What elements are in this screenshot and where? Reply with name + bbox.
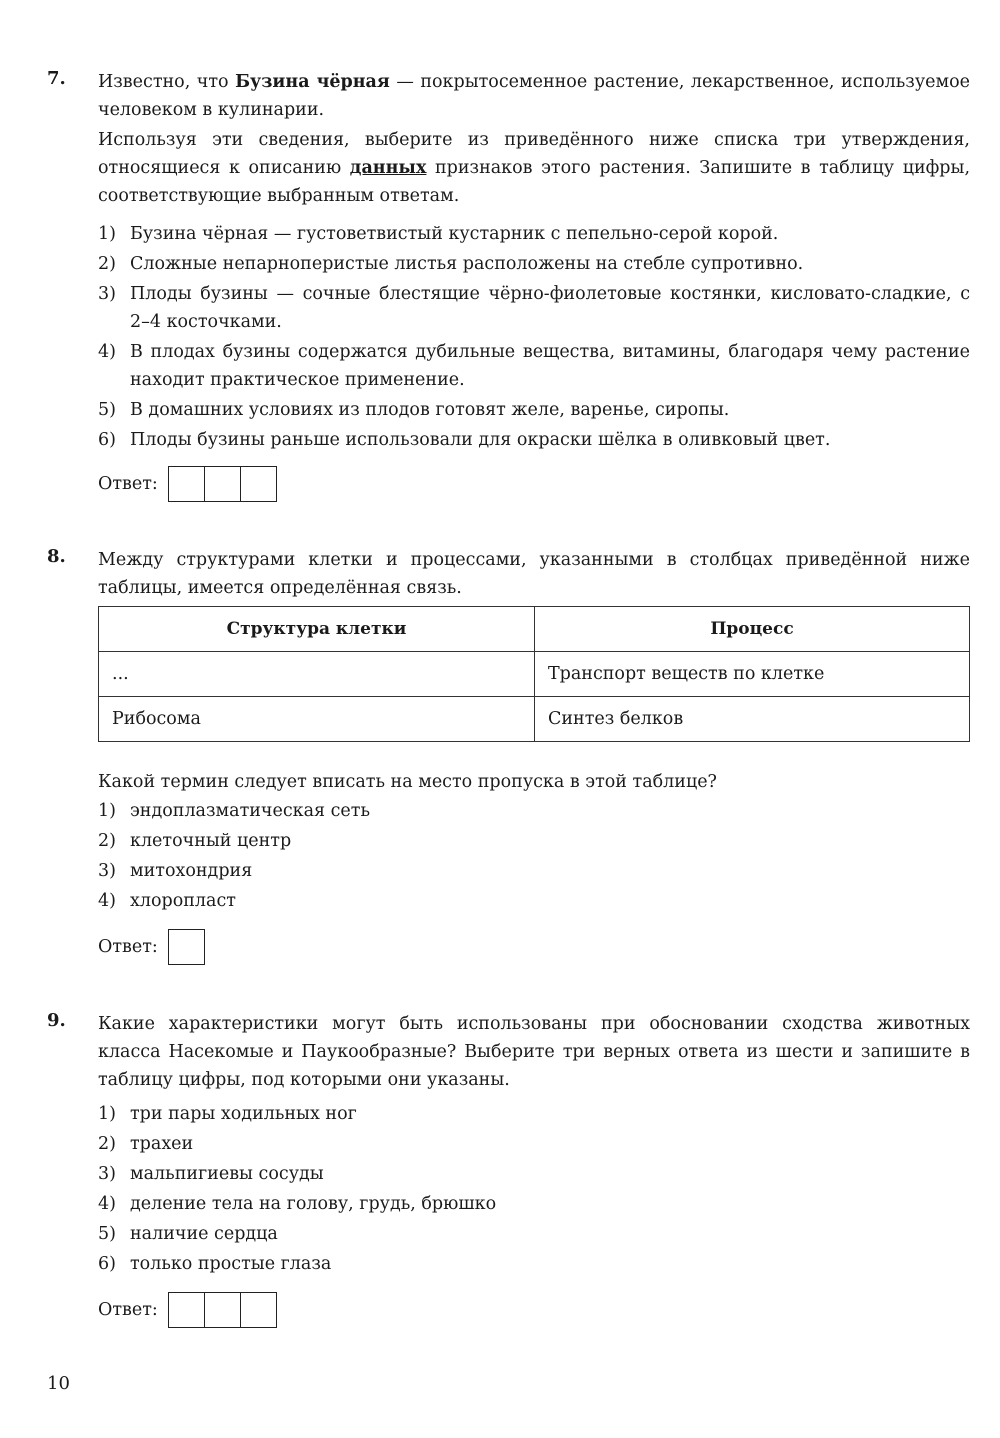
question-9-answer: [98, 1292, 277, 1328]
question-8-answer: [98, 929, 205, 965]
question-7-intro: Известно, что Бузина чёрная — покрытосеменное растение, лекарственное, используемое человеком в кулинарии.: [98, 72, 970, 120]
answer-cell[interactable]: [205, 1293, 241, 1327]
table-cell: Синтез белков: [535, 697, 970, 742]
option-item: 4) В плодах бузины содержатся дубильные вещества, витамины, благодаря чему растение находит практическое применение.: [98, 342, 970, 390]
answer-cell[interactable]: [241, 1293, 276, 1327]
option-item: 3) мальпигиевы сосуды: [98, 1164, 324, 1184]
table-cell: Транспорт веществ по клетке: [535, 652, 970, 697]
option-item: 3) Плоды бузины — сочные блестящие чёрно-фиолетовые костянки, кисловато-сладкие, с 2–4 косточками.: [98, 284, 970, 332]
option-item: 2) клеточный центр: [98, 831, 292, 851]
table-cell: Рибосома: [99, 697, 535, 742]
table-row: [99, 697, 970, 742]
table-header: Процесс: [535, 607, 970, 652]
answer-boxes: [168, 466, 277, 502]
cell-structure-table: [98, 606, 970, 742]
option-item: 1) Бузина чёрная — густоветвистый кустарник с пепельно-серой корой.: [98, 224, 779, 244]
answer-boxes: [168, 1292, 277, 1328]
question-7-options: [98, 220, 970, 456]
question-8-intro: Между структурами клетки и процессами, указанными в столбцах приведённой ниже таблицы, имеется определённая связь.: [98, 550, 970, 598]
answer-cell[interactable]: [169, 1293, 205, 1327]
option-item: 2) трахеи: [98, 1134, 194, 1154]
page-number: 10: [47, 1373, 70, 1394]
answer-cell[interactable]: [169, 467, 205, 501]
option-item: 2) Сложные непарноперистые листья расположены на стебле супротивно.: [98, 254, 804, 274]
answer-boxes: [168, 929, 205, 965]
table-header: Структура клетки: [99, 607, 535, 652]
answer-cell[interactable]: [169, 930, 204, 964]
option-item: 3) митохондрия: [98, 861, 253, 881]
answer-label: Ответ:: [98, 1300, 158, 1320]
question-8-number: 8.: [47, 546, 66, 567]
option-item: 5) В домашних условиях из плодов готовят желе, варенье, сиропы.: [98, 400, 730, 420]
option-item: 4) хлоропласт: [98, 891, 236, 911]
option-item: 6) только простые глаза: [98, 1254, 332, 1274]
question-9-options: [98, 1100, 970, 1280]
option-item: 5) наличие сердца: [98, 1224, 278, 1244]
table-cell: ...: [99, 652, 535, 697]
question-9-number: 9.: [47, 1010, 66, 1031]
question-9-intro: Какие характеристики могут быть использованы при обосновании сходства животных класса Насекомые и Паукообразные? Выберите три верных ответа из шести и запишите в таблицу цифры, под которыми они указаны.: [98, 1014, 970, 1090]
option-item: 6) Плоды бузины раньше использовали для окраски шёлка в оливковый цвет.: [98, 430, 831, 450]
question-8-question: Какой термин следует вписать на место пропуска в этой таблице?: [98, 772, 717, 792]
table-row: [99, 652, 970, 697]
question-7-answer: [98, 466, 277, 502]
option-item: 1) эндоплазматическая сеть: [98, 801, 370, 821]
answer-cell[interactable]: [241, 467, 276, 501]
question-7-number: 7.: [47, 68, 66, 89]
option-item: 1) три пары ходильных ног: [98, 1104, 357, 1124]
question-7-task: Используя эти сведения, выберите из приведённого ниже списка три утверждения, относящиеся к описанию данных признаков этого растения. Запишите в таблицу цифры, соответствующие выбранным ответам.: [98, 130, 971, 206]
answer-label: Ответ:: [98, 474, 158, 494]
question-8-options: [98, 797, 970, 917]
answer-cell[interactable]: [205, 467, 241, 501]
option-item: 4) деление тела на голову, грудь, брюшко: [98, 1194, 497, 1214]
answer-label: Ответ:: [98, 937, 158, 957]
